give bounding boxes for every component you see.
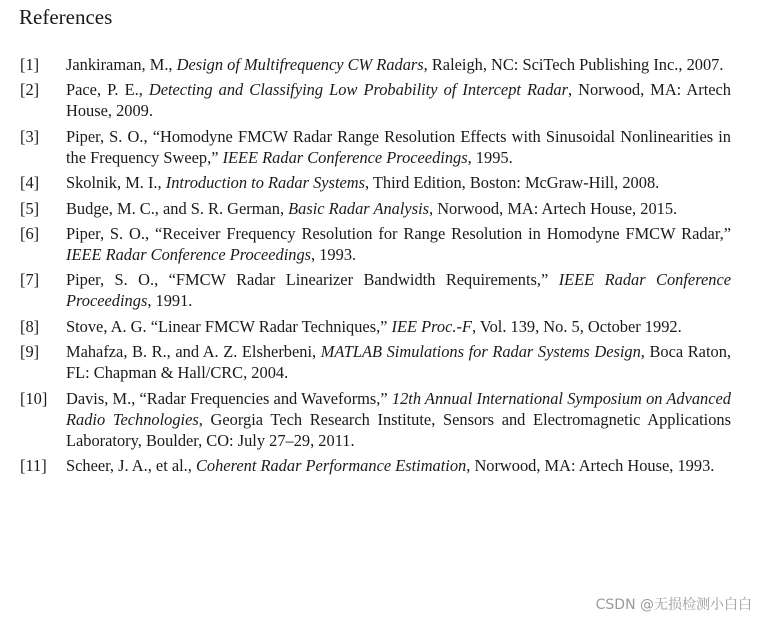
reference-number: [10] — [20, 388, 48, 408]
reference-number: [7] — [20, 270, 40, 290]
reference-text: , Raleigh, NC: SciTech Publishing Inc., 2007. — [423, 55, 724, 74]
reference-title: Introduction to Radar Systems — [165, 173, 365, 193]
reference-text: Piper, S. O., “FMCW Radar Linearizer Bandwidth Requirements,” — [66, 270, 559, 290]
reference-number: [5] — [20, 198, 40, 218]
reference-text: , Norwood, MA: Artech House, 2009. — [66, 80, 731, 121]
reference-number: [1] — [20, 55, 40, 74]
reference-number: [9] — [20, 342, 40, 362]
reference-text: , Third Edition, Boston: McGraw-Hill, 2008. — [364, 173, 660, 193]
reference-text: , 1991. — [147, 291, 193, 311]
reference-text: Piper, S. O., “Homodyne FMCW Radar Range Resolution Effects with Sinusoidal Nonlinearities in the Frequency Sweep,” — [66, 126, 731, 167]
reference-title: IEEE Radar Conference Proceedings — [66, 270, 731, 311]
reference-number: [2] — [20, 80, 40, 100]
reference-item — [20, 455, 731, 476]
reference-item — [20, 316, 731, 337]
reference-item — [20, 269, 731, 311]
reference-item — [20, 341, 731, 383]
watermark: CSDN @无损检测小白白 — [595, 597, 752, 613]
reference-text: Davis, M., “Radar Frequencies and Waveforms,” — [66, 388, 392, 408]
reference-text: Skolnik, M. I., — [66, 173, 166, 193]
reference-title: Detecting and Classifying Low Probability of Intercept Radar — [148, 80, 569, 100]
reference-text: Scheer, J. A., et al., — [66, 455, 196, 475]
reference-text: Pace, P. E., — [66, 80, 149, 100]
reference-title: MATLAB Simulations for Radar Systems Design — [320, 342, 641, 362]
reference-item — [20, 388, 731, 451]
reference-text: , 1993. — [311, 244, 357, 264]
reference-text: , Norwood, MA: Artech House, 2015. — [429, 198, 678, 218]
reference-list — [20, 54, 731, 480]
reference-text: Jankiraman, M., — [66, 55, 177, 74]
page-title: References — [19, 5, 113, 29]
reference-text: Piper, S. O., “Receiver Frequency Resolution for Range Resolution in Homodyne FMCW Radar,” — [66, 223, 731, 243]
reference-number: [11] — [20, 455, 47, 475]
reference-title: Coherent Radar Performance Estimation — [195, 455, 467, 475]
reference-title: Design of Multifrequency CW Radars — [176, 55, 424, 74]
reference-number: [8] — [20, 316, 40, 336]
reference-title: IEEE Radar Conference Proceedings — [66, 244, 312, 264]
reference-item — [20, 54, 731, 75]
reference-text: , Vol. 139, No. 5, October 1992. — [471, 316, 682, 336]
reference-item — [20, 172, 731, 193]
reference-number: [3] — [20, 126, 40, 146]
reference-text: , Norwood, MA: Artech House, 1993. — [466, 455, 715, 475]
reference-item — [20, 126, 731, 168]
reference-title: IEE Proc.-F — [391, 316, 472, 336]
reference-item — [20, 223, 731, 265]
reference-item — [20, 198, 731, 219]
reference-number: [4] — [20, 173, 40, 193]
reference-text: Mahafza, B. R., and A. Z. Elsherbeni, — [66, 342, 321, 362]
reference-text: , Georgia Tech Research Institute, Sensors and Electromagnetic Applications Laboratory, Boulder, CO: July 27–29, 2011. — [66, 409, 731, 450]
reference-number: [6] — [20, 223, 40, 243]
reference-title: IEEE Radar Conference Proceedings — [222, 147, 468, 167]
reference-text: , Boca Raton, FL: Chapman & Hall/CRC, 2004. — [66, 342, 731, 383]
reference-text: Budge, M. C., and S. R. German, — [66, 198, 289, 218]
reference-title: 12th Annual International Symposium on Advanced Radio Technologies — [66, 388, 731, 429]
reference-title: Basic Radar Analysis — [288, 198, 430, 218]
reference-item — [20, 79, 731, 121]
reference-text: , 1995. — [467, 147, 513, 167]
reference-text: Stove, A. G. “Linear FMCW Radar Techniques,” — [66, 316, 392, 336]
